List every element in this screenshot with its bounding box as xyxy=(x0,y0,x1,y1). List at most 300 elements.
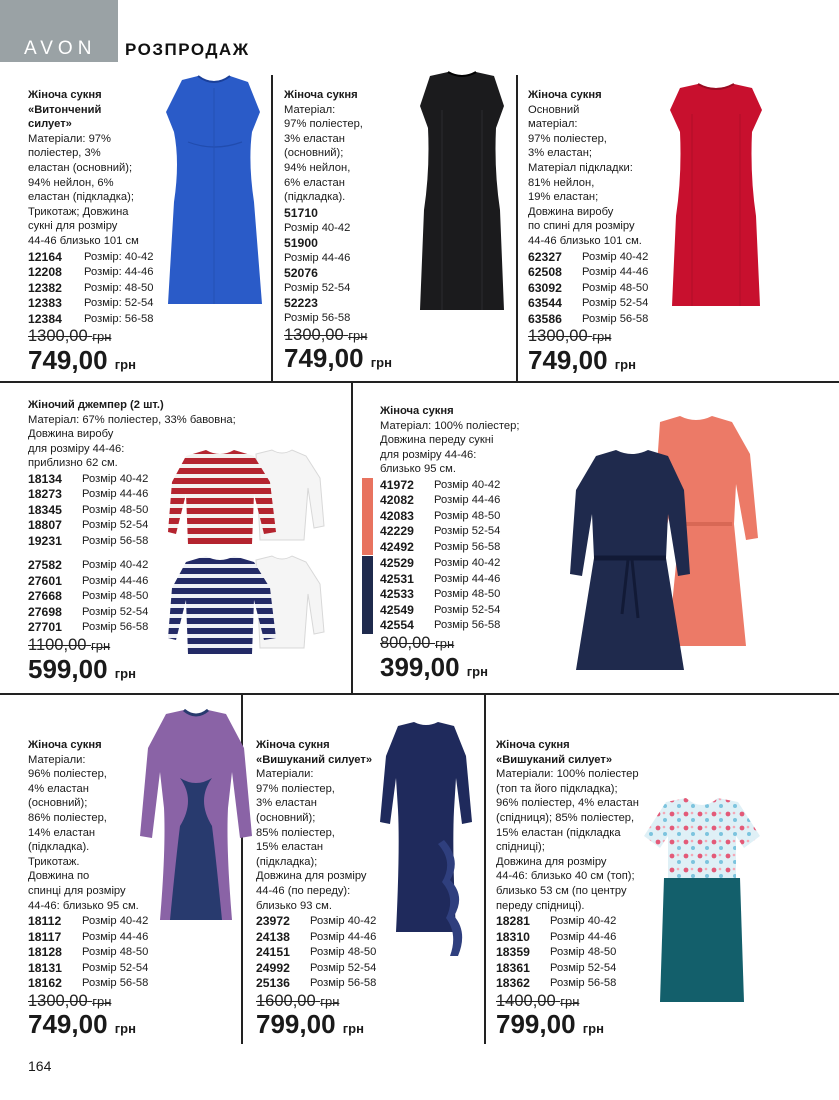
size-label: Розмір 56-58 xyxy=(434,540,501,553)
currency-label: грн xyxy=(114,1021,136,1037)
product-code: 42529 xyxy=(380,556,414,571)
old-price-value: 1400,00 xyxy=(496,991,556,1010)
size-code-row xyxy=(380,603,580,619)
product-code: 12384 xyxy=(28,311,62,326)
new-price-value: 399,00 xyxy=(380,651,460,682)
product-code: 12382 xyxy=(28,280,62,295)
product-description: близько 53 см (по центру xyxy=(496,884,627,897)
size-code-row xyxy=(28,487,268,503)
size-label: Розмір 48-50 xyxy=(82,590,149,603)
size-code-row xyxy=(496,914,676,930)
product-description: 44-46 (по переду): xyxy=(256,884,351,897)
product-code: 62327 xyxy=(528,249,562,264)
size-code-row xyxy=(256,930,396,946)
product-code: 18361 xyxy=(496,960,530,975)
product-code: 18807 xyxy=(28,518,62,533)
product-title: Жіноча сукня xyxy=(28,739,102,751)
product-code: 18131 xyxy=(28,960,62,975)
product-code: 42533 xyxy=(380,587,414,602)
product-description: по спині для розміру xyxy=(528,220,635,233)
product-description: (підкладка). xyxy=(284,191,346,204)
size-code-row xyxy=(380,587,580,603)
size-code-row xyxy=(28,296,168,312)
currency-label: грн xyxy=(582,1021,604,1037)
new-price xyxy=(496,1009,676,1044)
old-price-value: 1300,00 xyxy=(28,327,88,346)
currency-label: грн xyxy=(92,329,112,345)
size-label: Розмір 52-54 xyxy=(82,961,149,974)
size-code-list xyxy=(28,558,268,636)
blue-dress-image xyxy=(158,72,270,312)
product-description: Матеріал: 100% поліестер; xyxy=(380,419,520,432)
product-code: 24992 xyxy=(256,960,290,975)
product-code: 12383 xyxy=(28,296,62,311)
size-label: Розмір 56-58 xyxy=(310,977,377,990)
product-title: Жіноча сукня xyxy=(380,405,454,417)
product-description: Трикотаж. xyxy=(28,855,80,868)
product-title: силует» xyxy=(28,118,72,131)
size-code-row xyxy=(28,503,268,519)
product-description: (основний); xyxy=(256,811,316,824)
new-price xyxy=(28,654,268,689)
product-description: 97% поліестер, xyxy=(528,132,607,145)
product-description: Довжина виробу xyxy=(28,428,114,441)
size-code-row xyxy=(28,312,168,328)
product-description: 96% поліестер, xyxy=(28,768,107,781)
size-label: Розмір 40-42 xyxy=(434,478,501,491)
size-label: Розмір 52-54 xyxy=(310,961,377,974)
new-price-value: 749,00 xyxy=(28,1009,108,1040)
product-code: 18128 xyxy=(28,945,62,960)
size-code-row xyxy=(28,472,268,488)
product-description: (підкладка). xyxy=(28,841,90,854)
product-description: 97% поліестер, xyxy=(284,118,363,131)
currency-label: грн xyxy=(342,1021,364,1037)
size-code-row xyxy=(528,281,668,297)
old-price-value: 1100,00 xyxy=(28,635,87,654)
divider xyxy=(484,694,486,1044)
size-label: Розмір 40-42 xyxy=(82,915,149,928)
divider xyxy=(516,75,518,382)
product-description: 86% поліестер, xyxy=(28,811,107,824)
product-description: 15% еластан (підкладка xyxy=(496,826,621,839)
product-description: Довжина виробу xyxy=(528,205,614,218)
old-price-value: 1600,00 xyxy=(256,991,316,1010)
product-code: 27698 xyxy=(28,604,62,619)
product-description: 4% еластан xyxy=(28,782,89,795)
size-code-row xyxy=(380,509,580,525)
product-description: Трикотаж; Довжина xyxy=(28,205,129,218)
size-label: Розмір 44-46 xyxy=(82,930,149,943)
product-description: Довжина переду сукні xyxy=(380,434,494,447)
old-price xyxy=(380,633,580,652)
size-label: Розмір 52-54 xyxy=(434,603,501,616)
divider xyxy=(0,693,839,695)
product-description: Матеріали: xyxy=(256,768,314,781)
size-label: Розмір 56-58 xyxy=(82,977,149,990)
product-description: 15% еластан xyxy=(256,841,324,854)
product-description: 6% еластан xyxy=(284,176,345,189)
product-title: «Витончений xyxy=(28,103,102,116)
product-description: сукні для розміру xyxy=(28,220,118,233)
product-jumper xyxy=(28,398,268,689)
color-swatch-navy xyxy=(362,556,373,634)
product-description: (спідниця); 85% поліестер, xyxy=(496,811,635,824)
product-description: 3% еластан xyxy=(256,797,317,810)
size-label: Розмір 48-50 xyxy=(550,946,617,959)
product-code: 63544 xyxy=(528,296,562,311)
black-dress-image xyxy=(412,70,512,316)
product-code: 27701 xyxy=(28,620,62,635)
divider xyxy=(0,381,839,383)
page-number: 164 xyxy=(28,1058,52,1074)
size-code-row xyxy=(528,312,668,328)
size-code-row xyxy=(380,493,580,509)
size-label: Розмір 52-54 xyxy=(82,605,149,618)
size-code-row xyxy=(28,589,268,605)
product-code: 18134 xyxy=(28,471,62,486)
size-label: Розмір 48-50 xyxy=(82,503,149,516)
new-price xyxy=(28,1009,168,1044)
size-code-row xyxy=(28,265,168,281)
product-description: (підкладка); xyxy=(256,855,318,868)
product-code: 24151 xyxy=(256,945,290,960)
size-label: Розмір 56-58 xyxy=(82,534,149,547)
product-code: 18117 xyxy=(28,929,62,944)
currency-label: грн xyxy=(320,993,340,1009)
product-title: Жіноча сукня xyxy=(284,89,358,101)
currency-label: грн xyxy=(370,355,392,371)
new-price xyxy=(256,1009,396,1044)
size-code-row xyxy=(256,976,396,992)
product-code: 18281 xyxy=(496,914,530,929)
size-label: Розмір 52-54 xyxy=(550,961,617,974)
product-code: 24138 xyxy=(256,929,290,944)
size-code-row xyxy=(28,961,168,977)
product-code: 52223 xyxy=(284,295,318,310)
size-label: Розмір 40-42 xyxy=(310,915,377,928)
product-description: Матеріали: 97% xyxy=(28,132,111,145)
product-code: 18362 xyxy=(496,976,530,991)
size-code-list xyxy=(380,556,580,634)
product-code: 18310 xyxy=(496,929,530,944)
size-label: Розмір 56-58 xyxy=(550,977,617,990)
size-label: Розмір 56-58 xyxy=(582,312,649,325)
currency-label: грн xyxy=(91,637,111,653)
product-description: 85% поліестер, xyxy=(256,826,335,839)
product-navy-dress xyxy=(256,738,396,1044)
product-description: 3% еластан xyxy=(284,132,345,145)
new-price-value: 749,00 xyxy=(528,344,608,375)
currency-label: грн xyxy=(560,993,580,1009)
product-description: приблизно 62 см. xyxy=(28,457,118,470)
product-description: Довжина по xyxy=(28,870,90,883)
size-code-list xyxy=(28,250,168,328)
size-label: Розмір: 52-54 xyxy=(84,297,154,310)
product-description: Основний xyxy=(528,103,580,116)
size-code-row xyxy=(380,556,580,572)
belted-dress-image xyxy=(568,414,768,680)
product-description: переду спідниці). xyxy=(496,899,585,912)
size-code-list xyxy=(284,206,414,326)
size-label: Розмір: 40-42 xyxy=(84,250,154,263)
size-label: Розмір: 56-58 xyxy=(84,312,154,325)
old-price xyxy=(28,635,268,654)
size-code-list xyxy=(380,478,580,556)
size-label: Розмір 56-58 xyxy=(82,621,149,634)
size-label: Розмір 40-42 xyxy=(582,250,649,263)
product-blue-dress xyxy=(28,88,168,380)
product-code: 41972 xyxy=(380,477,414,492)
size-code-row xyxy=(528,296,668,312)
product-code: 12208 xyxy=(28,265,62,280)
new-price xyxy=(528,345,668,380)
product-red-dress xyxy=(528,88,668,380)
size-code-row xyxy=(28,914,168,930)
size-label: Розмір 44-46 xyxy=(582,266,649,279)
size-code-row xyxy=(28,558,268,574)
product-description: для розміру 44-46: xyxy=(28,442,125,455)
size-label: Розмір 44-46 xyxy=(310,930,377,943)
product-description: Довжина для розміру xyxy=(256,870,367,883)
new-price-value: 599,00 xyxy=(28,653,108,684)
product-description: 44-46: близько 40 см (топ); xyxy=(496,870,635,883)
product-description: близько 95 см. xyxy=(380,463,456,476)
product-description: 19% еластан; xyxy=(528,191,599,204)
size-code-list xyxy=(528,250,668,328)
product-code: 42082 xyxy=(380,493,414,508)
size-code-row xyxy=(28,945,168,961)
product-code: 42549 xyxy=(380,602,414,617)
size-label: Розмір 48-50 xyxy=(82,946,149,959)
size-label: Розмір 44-46 xyxy=(550,930,617,943)
new-price-value: 749,00 xyxy=(28,344,108,375)
product-description: матеріал: xyxy=(528,118,578,131)
product-description: (основний); xyxy=(284,147,344,160)
product-black-dress xyxy=(284,88,414,378)
new-price-value: 799,00 xyxy=(256,1009,336,1040)
size-code-list xyxy=(496,914,676,992)
section-title: РОЗПРОДАЖ xyxy=(125,40,250,59)
product-code: 42083 xyxy=(380,508,414,523)
currency-label: грн xyxy=(614,356,636,372)
color-swatch-coral xyxy=(362,478,373,556)
old-price xyxy=(28,329,168,345)
size-code-row xyxy=(28,574,268,590)
new-price xyxy=(28,345,168,380)
size-code-row xyxy=(256,945,396,961)
product-code: 18112 xyxy=(28,914,62,929)
product-description: Матеріал: xyxy=(284,103,336,116)
product-code: 52076 xyxy=(284,265,318,280)
product-code: 25136 xyxy=(256,976,290,991)
size-label: Розмір 52-54 xyxy=(284,281,351,294)
product-code: 27582 xyxy=(28,558,62,573)
product-description: Довжина для розміру xyxy=(496,855,607,868)
product-description: для розміру 44-46: xyxy=(380,448,477,461)
size-code-row xyxy=(28,620,268,636)
old-price xyxy=(284,325,414,344)
size-code-list xyxy=(28,914,168,992)
size-code-row xyxy=(496,976,676,992)
size-label: Розмір 48-50 xyxy=(582,281,649,294)
size-code-row xyxy=(28,976,168,992)
product-description: 94% нейлон, xyxy=(284,161,351,174)
size-label: Розмір 48-50 xyxy=(434,588,501,601)
product-code: 27601 xyxy=(28,573,62,588)
size-label: Розмір 44-46 xyxy=(434,494,501,507)
product-code: 51710 xyxy=(284,205,318,220)
product-title: Жіноча сукня xyxy=(256,739,330,751)
product-description: Матеріал: 67% поліестер, 33% бавовна; xyxy=(28,413,236,426)
size-code-row xyxy=(28,930,168,946)
new-price xyxy=(380,652,580,687)
product-title: Жіночий джемпер (2 шт.) xyxy=(28,399,164,411)
product-description: Матеріал підкладки: xyxy=(528,161,633,174)
product-description: 94% нейлон, 6% xyxy=(28,176,114,189)
product-code: 42531 xyxy=(380,571,414,586)
product-code: 18162 xyxy=(28,976,62,991)
product-description: (основний); xyxy=(28,797,88,810)
product-description: 44-46: близько 95 см. xyxy=(28,899,139,912)
currency-label: грн xyxy=(466,663,488,679)
product-purple-dress xyxy=(28,738,168,1044)
size-code-row xyxy=(380,524,580,540)
product-description: 44-46 близько 101 см xyxy=(28,234,139,247)
size-code-row xyxy=(28,534,268,550)
product-code: 12164 xyxy=(28,249,62,264)
red-dress-image xyxy=(664,80,768,312)
size-label: Розмір 52-54 xyxy=(434,525,501,538)
product-title: Жіноча сукня xyxy=(528,89,602,101)
currency-label: грн xyxy=(114,665,136,681)
size-code-row xyxy=(380,618,580,634)
product-code: 27668 xyxy=(28,589,62,604)
size-code-row xyxy=(28,250,168,266)
product-description: 3% еластан; xyxy=(528,147,592,160)
brand-box xyxy=(0,0,118,62)
product-title: «Вишуканий силует» xyxy=(496,753,613,766)
size-label: Розмір 40-42 xyxy=(434,557,501,570)
size-label: Розмір 40-42 xyxy=(82,472,149,485)
new-price-value: 799,00 xyxy=(496,1009,576,1040)
product-description: 81% нейлон, xyxy=(528,176,595,189)
product-description: еластан (основний); xyxy=(28,161,133,174)
product-code: 18345 xyxy=(28,502,62,517)
divider xyxy=(351,382,353,694)
size-label: Розмір 52-54 xyxy=(82,519,149,532)
size-code-row xyxy=(528,265,668,281)
product-code: 63092 xyxy=(528,280,562,295)
product-floral-dress xyxy=(496,738,676,1044)
size-code-row xyxy=(528,250,668,266)
product-code: 18359 xyxy=(496,945,530,960)
product-description: спинці для розміру xyxy=(28,884,126,897)
size-code-row xyxy=(256,914,396,930)
size-label: Розмір 56-58 xyxy=(434,619,501,632)
size-code-row xyxy=(28,518,268,534)
old-price-value: 1300,00 xyxy=(284,325,344,344)
product-description: Матеріали: xyxy=(28,753,86,766)
size-label: Розмір 44-46 xyxy=(82,488,149,501)
product-code: 19231 xyxy=(28,533,62,548)
size-code-row xyxy=(380,540,580,556)
product-title: Жіноча сукня xyxy=(28,89,102,101)
new-price-value: 749,00 xyxy=(284,343,364,374)
size-label: Розмір: 48-50 xyxy=(84,281,154,294)
size-label: Розмір: 44-46 xyxy=(84,266,154,279)
size-label: Розмір 40-42 xyxy=(284,221,351,234)
product-code: 42554 xyxy=(380,618,414,633)
product-code: 23972 xyxy=(256,914,290,929)
size-label: Розмір 56-58 xyxy=(284,311,351,324)
product-description: поліестер, 3% xyxy=(28,147,101,160)
size-label: Розмір 44-46 xyxy=(434,572,501,585)
product-code: 18273 xyxy=(28,487,62,502)
old-price xyxy=(496,991,676,1010)
new-price xyxy=(284,343,414,378)
currency-label: грн xyxy=(92,993,112,1009)
product-description: Матеріали: 100% поліестер xyxy=(496,768,639,781)
product-description: 44-46 близько 101 см. xyxy=(528,234,642,247)
product-description: спідниці); xyxy=(496,841,545,854)
currency-label: грн xyxy=(592,329,612,345)
currency-label: грн xyxy=(348,327,368,343)
size-code-list xyxy=(256,914,396,992)
size-code-row xyxy=(496,945,676,961)
product-description: (топ та його підкладка); xyxy=(496,782,618,795)
size-label: Розмір 52-54 xyxy=(582,297,649,310)
divider xyxy=(271,75,273,382)
product-belted-dress xyxy=(380,404,580,687)
size-label: Розмір 48-50 xyxy=(310,946,377,959)
brand-logo: AVON xyxy=(24,38,97,59)
old-price xyxy=(528,329,668,345)
product-description: близько 93 см. xyxy=(256,899,332,912)
size-code-row xyxy=(380,572,580,588)
product-code: 63586 xyxy=(528,311,562,326)
product-description: 14% еластан xyxy=(28,826,96,839)
product-title: «Вишуканий силует» xyxy=(256,753,373,766)
product-code: 62508 xyxy=(528,265,562,280)
size-code-list xyxy=(28,472,268,550)
product-code: 42229 xyxy=(380,524,414,539)
size-label: Розмір 44-46 xyxy=(82,574,149,587)
old-price-value: 1300,00 xyxy=(28,991,88,1010)
size-label: Розмір 40-42 xyxy=(82,559,149,572)
old-price xyxy=(28,991,168,1010)
old-price-value: 800,00 xyxy=(380,633,431,652)
size-label: Розмір 48-50 xyxy=(434,509,501,522)
product-title: Жіноча сукня xyxy=(496,739,570,751)
currency-label: грн xyxy=(435,635,455,651)
size-code-row xyxy=(256,961,396,977)
currency-label: грн xyxy=(114,356,136,372)
old-price-value: 1300,00 xyxy=(528,327,588,346)
spacer xyxy=(28,549,268,557)
product-description: 96% поліестер, 4% еластан xyxy=(496,797,639,810)
size-label: Розмір 44-46 xyxy=(284,251,351,264)
size-code-row xyxy=(380,478,580,494)
size-label: Розмір 40-42 xyxy=(550,915,617,928)
size-code-row xyxy=(496,961,676,977)
product-code: 42492 xyxy=(380,539,414,554)
product-code: 51900 xyxy=(284,235,318,250)
size-code-row xyxy=(28,281,168,297)
product-description: еластан (підкладка); xyxy=(28,191,134,204)
size-code-row xyxy=(496,930,676,946)
old-price xyxy=(256,991,396,1010)
